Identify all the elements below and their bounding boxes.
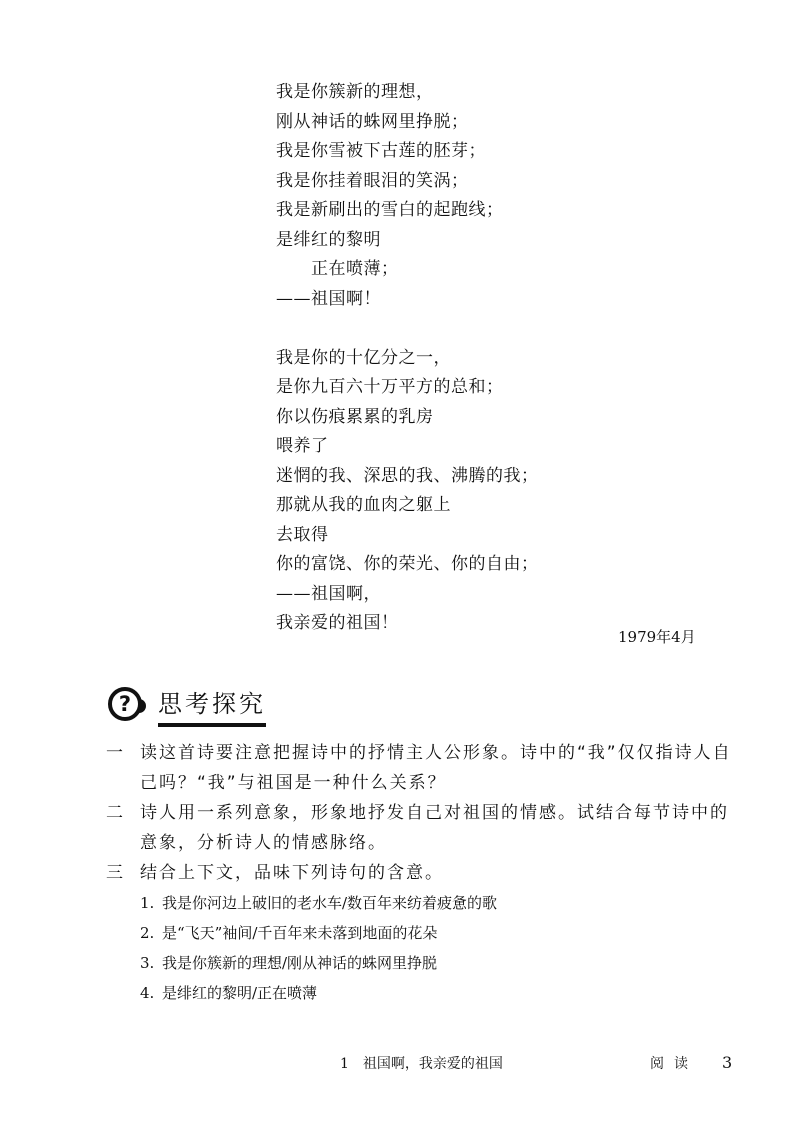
question-number: 二 xyxy=(106,803,123,823)
question-list xyxy=(106,738,746,1008)
section-label: 阅读 xyxy=(650,1056,698,1072)
poem-line: 我是你雪被下古莲的胚芽； xyxy=(276,141,486,161)
poem-line: 是绯红的黎明 xyxy=(276,229,381,250)
question-item xyxy=(106,858,746,888)
page-number: 3 xyxy=(722,1053,733,1072)
poem-line: 是你九百六十万平方的总和； xyxy=(276,377,504,397)
poem-line: 迷惘的我、深思的我、沸腾的我； xyxy=(276,465,539,486)
question-text: 结合上下文，品味下列诗句的含意。 xyxy=(140,863,444,883)
poem-line: ——祖国啊！ xyxy=(276,288,381,309)
sub-question-text: 是“飞天”袖间/千百年来未落到地面的花朵 xyxy=(162,924,438,942)
poem-line: 我是你挂着眼泪的笑涡； xyxy=(276,170,469,191)
sub-question-text: 是绯红的黎明/正在喷薄 xyxy=(162,984,318,1002)
question-number: 三 xyxy=(106,863,123,883)
poem-line: 我是新刷出的雪白的起跑线； xyxy=(276,200,504,220)
sub-question-text: 我是你河边上破旧的老水车/数百年来纺着疲惫的歌 xyxy=(162,894,498,912)
poem-line: 我是你簇新的理想， xyxy=(276,82,434,102)
stanza-break xyxy=(276,314,539,344)
poem-line: 你的富饶、你的荣光、你的自由； xyxy=(276,554,539,574)
poem-line: ——祖国啊， xyxy=(276,583,381,604)
poem-date: 1979年4月 xyxy=(618,628,696,646)
poem-line: 我是你的十亿分之一， xyxy=(276,347,451,368)
poem-line: 我亲爱的祖国！ xyxy=(276,613,399,633)
poem-line: 去取得 xyxy=(276,524,329,545)
question-text: 读这首诗要注意把握诗中的抒情主人公形象。诗中的“我”仅仅指诗人自己吗？“我”与祖国是一种什么关系？ xyxy=(140,743,732,793)
sub-question-text: 我是你簇新的理想/刚从神话的蛛网里挣脱 xyxy=(162,954,438,972)
question-item xyxy=(106,798,746,858)
section-title: 思考探究 xyxy=(158,684,266,727)
sub-question-number: 4. xyxy=(140,984,155,1002)
sub-question-list xyxy=(140,888,746,1008)
sub-question-item xyxy=(140,978,746,1008)
sub-question-number: 1. xyxy=(140,894,155,912)
sub-question-item xyxy=(140,888,746,918)
section-heading xyxy=(108,682,266,725)
question-text: 诗人用一系列意象，形象地抒发自己对祖国的情感。试结合每节诗中的意象，分析诗人的情感脉络。 xyxy=(140,803,729,853)
sub-question-number: 2. xyxy=(140,924,155,942)
question-number: 一 xyxy=(106,743,123,763)
poem-line: 刚从神话的蛛网里挣脱； xyxy=(276,111,469,132)
poem-line: 正在喷薄； xyxy=(276,259,399,279)
sub-question-item xyxy=(140,918,746,948)
sub-question-item xyxy=(140,948,746,978)
poem-line: 喂养了 xyxy=(276,436,329,456)
sub-question-number: 3. xyxy=(140,954,155,972)
chapter-title: 1 祖国啊，我亲爱的祖国 xyxy=(340,1056,503,1072)
poem-line: 你以伤痕累累的乳房 xyxy=(276,406,434,427)
question-item xyxy=(106,738,746,798)
question-mark-icon: ? xyxy=(108,687,142,721)
poem xyxy=(276,78,539,639)
poem-line: 那就从我的血肉之躯上 xyxy=(276,495,451,515)
